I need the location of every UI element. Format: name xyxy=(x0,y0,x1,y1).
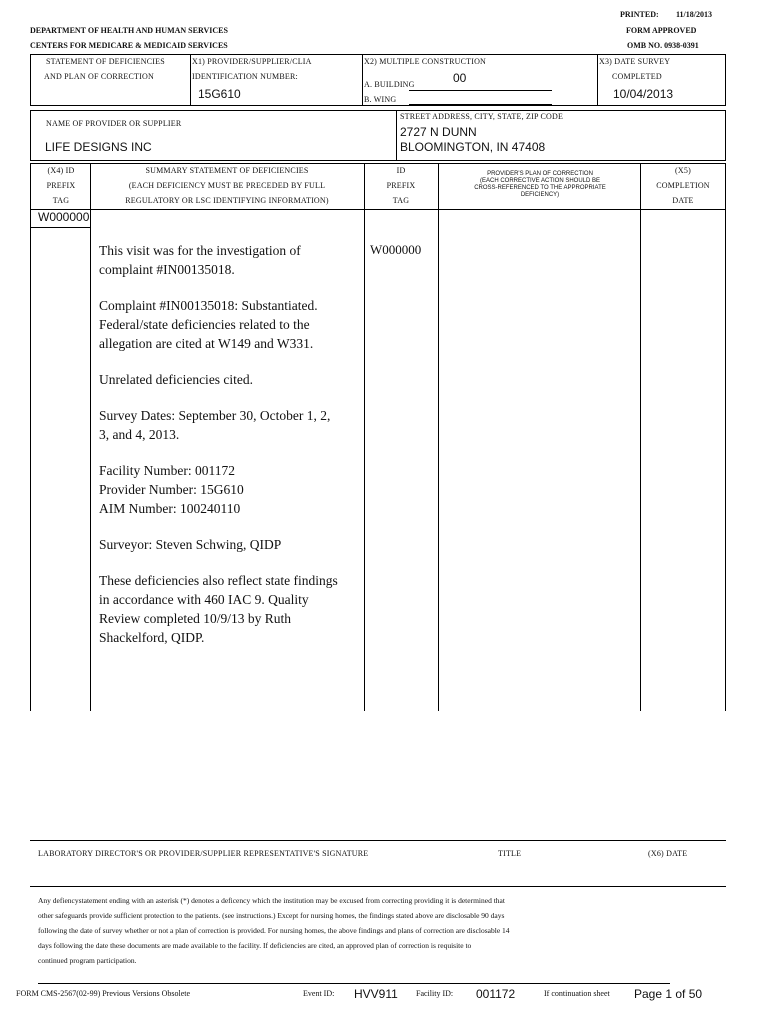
plan-header xyxy=(440,171,640,199)
id-header-3: TAG xyxy=(392,196,410,205)
summary-paragraph-2: Complaint #IN00135018: Substantiated. Federal/state deficiencies related to the allegation are cited at W149 and W331. xyxy=(99,298,318,351)
facility-id-value: 001172 xyxy=(476,987,516,1001)
centers-name: CENTERS FOR MEDICARE & MEDICAID SERVICES xyxy=(30,41,228,50)
summary-paragraph-6: Surveyor: Steven Schwing, QIDP xyxy=(99,537,282,552)
plan-header-1: PROVIDER'S PLAN OF CORRECTION xyxy=(487,171,593,177)
building-label: A. BUILDING xyxy=(364,80,415,89)
disclaimer-line-1: Any defiencystatement ending with an asterisk (*) denotes a deficency which the institution may be excused from correcting providing it is determined that xyxy=(38,896,505,905)
summary-header-3: REGULATORY OR LSC IDENTIFYING INFORMATION) xyxy=(125,196,329,205)
address-line-2: BLOOMINGTON, IN 47408 xyxy=(400,140,546,154)
disclaimer-line-2: other safeguards provide sufficient protection to the patients. (see instructions.) Except for nursing homes, the findings stated above are disclosable 90 days xyxy=(38,911,505,920)
disclaimer-line-5: continued program participation. xyxy=(38,956,137,965)
signature-label: LABORATORY DIRECTOR'S OR PROVIDER/SUPPLIER REPRESENTATIVE'S SIGNATURE xyxy=(38,849,369,858)
provider-name-label: NAME OF PROVIDER OR SUPPLIER xyxy=(46,119,182,128)
department-name: DEPARTMENT OF HEALTH AND HUMAN SERVICES xyxy=(30,26,228,35)
plan-header-3: CROSS-REFERENCED TO THE APPROPRIATE xyxy=(474,185,606,191)
continuation-label: If continuation sheet xyxy=(544,989,610,998)
x6-date-label: (X6) DATE xyxy=(648,849,688,858)
x3-label-2: COMPLETED xyxy=(612,72,662,81)
x5-header-3: DATE xyxy=(672,196,694,205)
form-number: FORM CMS-2567(02-99) Previous Versions Obsolete xyxy=(16,989,191,998)
building-value: 00 xyxy=(453,71,467,85)
disclaimer-line-3: following the date of survey whether or not a plan of correction is provided. For nursing homes, the above findings and plans of correction are disclosable 14 xyxy=(38,926,510,935)
x5-header-2: COMPLETION xyxy=(656,181,710,190)
summary-paragraph-3: Unrelated deficiencies cited. xyxy=(99,372,254,387)
x4-header-1: (X4) ID xyxy=(47,166,75,175)
statement-label-2: AND PLAN OF CORRECTION xyxy=(44,72,154,81)
id-header-1: ID xyxy=(396,166,406,175)
plan-header-4: DEFICIENCY) xyxy=(520,192,560,198)
x2-label: X2) MULTIPLE CONSTRUCTION xyxy=(364,57,487,66)
printed-date: 11/18/2013 xyxy=(676,10,713,19)
event-id-label: Event ID: xyxy=(303,989,335,998)
x3-label: X3) DATE SURVEY xyxy=(599,57,671,66)
wing-label: B. WING xyxy=(364,95,397,104)
x4-header-3: TAG xyxy=(52,196,70,205)
date-survey-value: 10/04/2013 xyxy=(613,87,674,101)
page-number: Page 1 of 50 xyxy=(634,987,703,1001)
summary-paragraph-7: These deficiencies also reflect state findings in accordance with 460 IAC 9. Quality Review completed 10/9/13 by Ruth Shackelford, QIDP. xyxy=(99,573,338,645)
disclaimer xyxy=(38,893,718,968)
form-approved: FORM APPROVED xyxy=(626,26,697,35)
summary-body xyxy=(99,241,339,664)
x1-label: X1) PROVIDER/SUPPLIER/CLIA xyxy=(192,57,312,66)
disclaimer-line-4: days following the date these documents are made available to the facility. If deficiencies are cited, an approved plan of correction is requisite to xyxy=(38,941,472,950)
id-header-2: PREFIX xyxy=(386,181,416,190)
summary-header-2: (EACH DEFICIENCY MUST BE PRECEDED BY FULL xyxy=(128,181,326,190)
tag-right: W000000 xyxy=(370,242,422,257)
printed-label: PRINTED: xyxy=(620,10,659,19)
facility-id-label: Facility ID: xyxy=(416,989,454,998)
x5-header-1: (X5) xyxy=(675,166,691,175)
title-label: TITLE xyxy=(498,849,522,858)
plan-header-2: (EACH CORRECTIVE ACTION SHOULD BE xyxy=(479,178,601,184)
summary-header-1: SUMMARY STATEMENT OF DEFICIENCIES xyxy=(145,166,309,175)
summary-paragraph-1: This visit was for the investigation of complaint #IN00135018. xyxy=(99,243,301,277)
x4-header-2: PREFIX xyxy=(46,181,76,190)
x1-label-2: IDENTIFICATION NUMBER: xyxy=(192,72,298,81)
statement-label-1: STATEMENT OF DEFICIENCIES xyxy=(46,57,165,66)
summary-paragraph-4: Survey Dates: September 30, October 1, 2, 3, and 4, 2013. xyxy=(99,408,331,442)
tag-left: W000000 xyxy=(38,210,90,224)
summary-paragraph-5: Facility Number: 001172 Provider Number: 15G610 AIM Number: 100240110 xyxy=(99,463,244,516)
provider-id-value: 15G610 xyxy=(198,87,241,101)
omb-number: OMB NO. 0938-0391 xyxy=(627,41,699,50)
event-id-value: HVV911 xyxy=(354,987,398,1001)
address-line-1: 2727 N DUNN xyxy=(400,125,477,139)
address-label: STREET ADDRESS, CITY, STATE, ZIP CODE xyxy=(400,112,564,121)
provider-name-value: LIFE DESIGNS INC xyxy=(45,140,152,154)
